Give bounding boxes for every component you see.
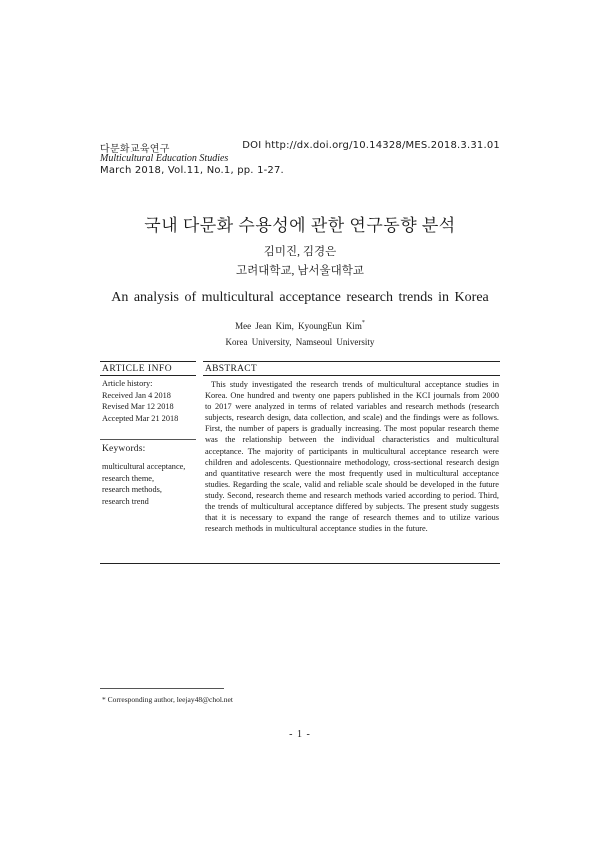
page-number: - 1 - [289, 729, 311, 740]
affiliations-ko: 고려대학교, 남서울대학교 [236, 265, 364, 277]
keyword-item: research trend [102, 496, 149, 506]
authors-ko: 김미진, 김경은 [263, 246, 337, 258]
paper-title-ko: 국내 다문화 수용성에 관한 연구동향 분석 [144, 216, 456, 235]
keywords-label: Keywords: [102, 444, 146, 454]
accepted-date: Accepted Mar 21 2018 [102, 413, 179, 423]
received-date: Received Jan 4 2018 [102, 390, 171, 400]
authors-en [0, 320, 600, 331]
doi-link[interactable]: DOI http://dx.doi.org/10.14328/MES.2018.3.31.01 [242, 140, 500, 151]
keyword-item: research theme, [102, 473, 155, 483]
footnote-rule [100, 688, 224, 689]
authors-en-names: Mee Jean Kim, KyoungEun Kim [235, 321, 362, 331]
abstract-heading: ABSTRACT [205, 364, 258, 374]
abstract-heading-rule [203, 375, 500, 376]
paper-title-en: An analysis of multicultural acceptance research trends in Korea [111, 290, 489, 305]
journal-name-en: Multicultural Education Studies [100, 153, 229, 164]
abstract-top-rule [203, 361, 500, 362]
keywords-separator [100, 439, 196, 440]
abstract-body: This study investigated the research trends of multicultural acceptance studies in Korea. One hundred and twenty one papers published in the KCI journals from 2000 to 2017 were analyzed in terms of related variables and research methods (research subjects, research design, data collection, and scale) and the findings were as follows. First, the number of papers is gradually increasing. The most popular research theme was the relationship between the individual characteristics and multicultural acceptance. The majority of participants in multicultural acceptance research were children and adolescents. Questionnaire methodology, cross-sectional research design and quantitative research were the most frequently used in multicultural acceptance studies. Regarding the scale, valid and reliable scale should be developed in the future study. Second, research theme and research methods varied according to period. Third, the trends of multicultural acceptance differed by subjects. The present study suggests that it is necessary to expand the range of research themes and to utilize various research methods in multicultural acceptance studies in the future. [205, 380, 499, 534]
keyword-item: multicultural acceptance, [102, 462, 186, 471]
section-bottom-rule [100, 563, 500, 564]
corresponding-mark: * [361, 320, 365, 326]
article-info-heading: ARTICLE INFO [102, 364, 173, 374]
history-label: Article history: [102, 379, 153, 388]
info-top-rule [100, 361, 196, 362]
info-heading-rule [100, 375, 196, 376]
revised-date: Revised Mar 12 2018 [102, 402, 174, 411]
journal-name-ko: 다문화교육연구 [100, 144, 170, 155]
article-history [102, 378, 197, 424]
keywords-list [102, 461, 197, 507]
keyword-item: research methods, [102, 485, 162, 494]
footnote-corresponding-author: * Corresponding author, leejay48@chol.net [102, 695, 233, 704]
affiliations-en: Korea University, Namseoul University [225, 337, 375, 347]
issue-info: March 2018, Vol.11, No.1, pp. 1-27. [100, 165, 284, 176]
